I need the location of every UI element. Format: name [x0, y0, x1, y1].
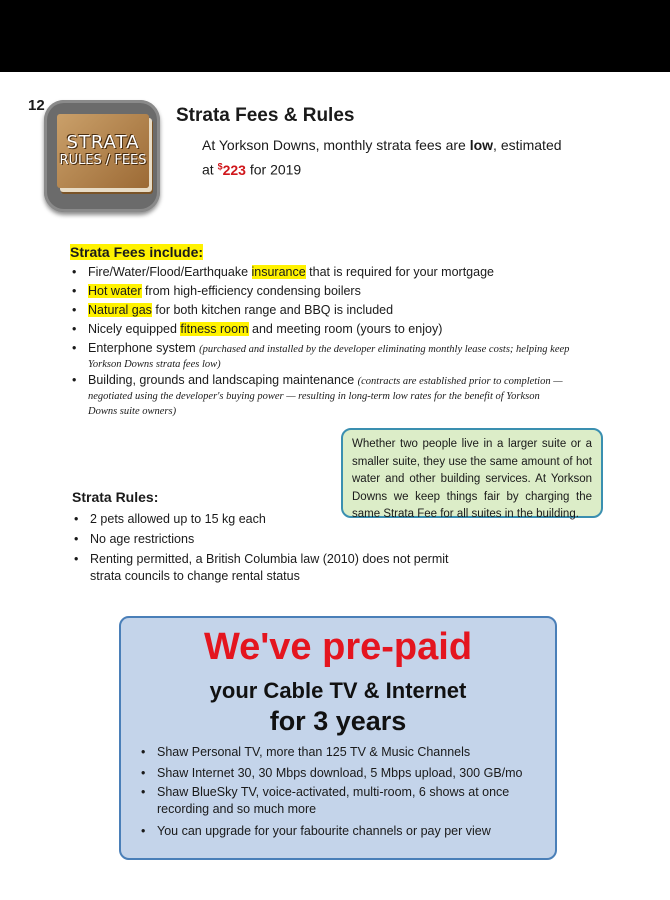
fairness-callout: Whether two people live in a larger suite or a smaller suite, they use the same amount of hot water and other building services. At Yorkson Downs we keep things fair by charging the same Strata Fee for all suites in the building. [341, 428, 603, 518]
fee-item-text: from high-efficiency condensing boilers [141, 284, 361, 298]
fee-item-note: (purchased and installed by the developer eliminating monthly lease costs; helping keep Yorkson Downs strata fees low) [88, 344, 570, 370]
rules-heading: Strata Rules: [72, 489, 159, 505]
fees-heading: Strata Fees include: [70, 244, 204, 260]
section-title: Strata Fees & Rules [176, 105, 355, 126]
fee-item-text: and meeting room (yours to enjoy) [248, 322, 443, 336]
fee-item-text: Nicely equipped [88, 322, 181, 336]
fee-item-text: Fire/Water/Flood/Earthquake [88, 265, 252, 279]
book-cover [57, 114, 149, 188]
fee-item [70, 373, 570, 418]
intro-text-before: At Yorkson Downs, monthly strata fees are [202, 137, 470, 153]
rules-list [72, 509, 452, 585]
promo-headline: We've pre-paid [203, 626, 473, 668]
promo-duration: for 3 years [269, 706, 407, 736]
page-number: 12 [28, 97, 45, 114]
promo-list [139, 742, 539, 842]
fee-item [70, 341, 570, 371]
rule-item: • Renting permitted, a British Columbia law (2010) does not permit strata councils to change rental status [72, 551, 452, 585]
fee-item-highlight: fitness room [180, 322, 249, 336]
icon-label-strata: STRATA [66, 132, 140, 153]
fee-item-text: Building, grounds and landscaping maintenance [88, 373, 358, 387]
intro-low: low [469, 137, 494, 153]
fee-item [70, 282, 570, 301]
intro-text-after: for 2019 [245, 161, 302, 178]
fee-item [70, 263, 570, 282]
fee-item-text: for both kitchen range and BBQ is included [151, 303, 394, 317]
intro-text-mid: , estimated at [202, 137, 562, 178]
promo-item: • Shaw BlueSky TV, voice-activated, multi-room, 6 shows at once recording and so much more [139, 784, 539, 818]
fee-item-text: Enterphone system [88, 341, 200, 355]
fee-item-highlight: Natural gas [88, 303, 152, 317]
promo-item: • You can upgrade for your fabourite channels or pay per view [139, 821, 539, 841]
fee-item [70, 301, 570, 320]
fee-item-text: that is required for your mortgage [305, 265, 494, 279]
fee-currency: $ [217, 161, 223, 171]
fee-item [70, 320, 570, 339]
book-icon [44, 100, 160, 212]
fee-amount: 223 [222, 161, 246, 178]
rule-item: • 2 pets allowed up to 15 kg each [72, 509, 452, 529]
promo-item: • Shaw Personal TV, more than 125 TV & Music Channels [139, 742, 539, 762]
prepaid-promo-box [119, 616, 557, 860]
promo-subheading: your Cable TV & Internet [209, 678, 467, 703]
promo-item: • Shaw Internet 30, 30 Mbps download, 5 Mbps upload, 300 GB/mo [139, 763, 539, 783]
fee-item-highlight: insurance [251, 265, 306, 279]
fee-item-note: (contracts are established prior to completion — negotiated using the developer's buying power — resulting in long-term low rates for the benefit of Yorkson Downs suite owners) [88, 376, 563, 417]
top-black-bar [0, 0, 670, 72]
intro-text [202, 135, 562, 181]
rule-item: • No age restrictions [72, 529, 452, 549]
fee-item-highlight: Hot water [88, 284, 142, 298]
icon-label-rules-fees: RULES / FEES [59, 153, 147, 168]
fee-price [218, 162, 246, 178]
fees-list [70, 263, 570, 420]
